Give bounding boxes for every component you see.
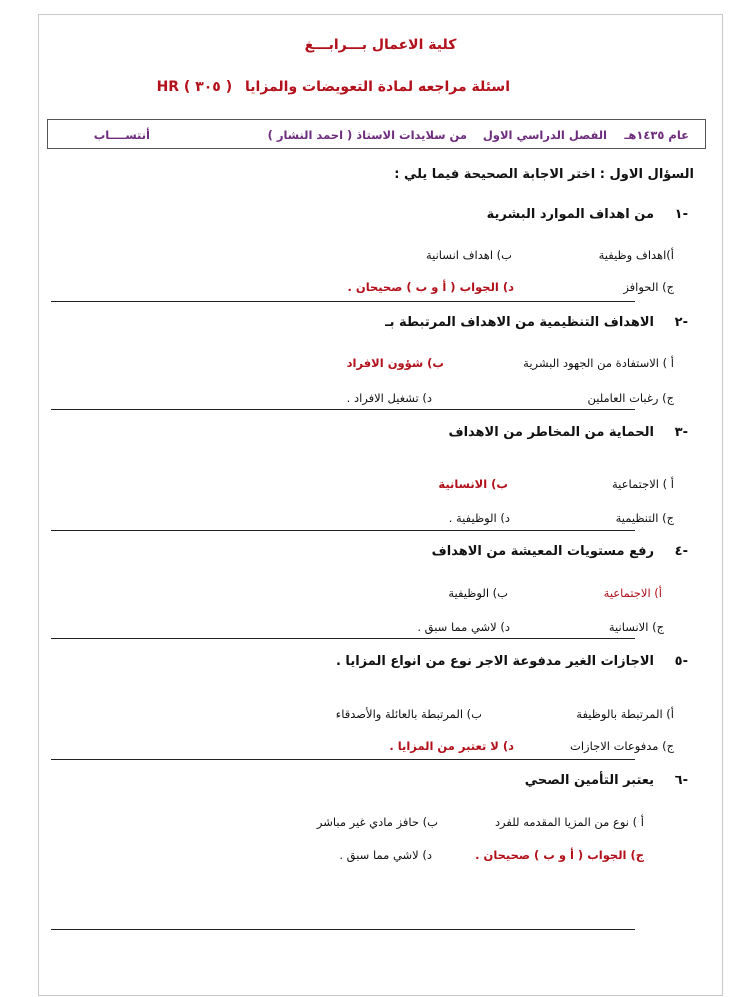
course-code: HR ( ٣٠٥ ) [156,79,233,95]
college-title: كلية الاعمال بـــرابـــغ [304,37,457,53]
option-b-correct: ب) الانسانية [438,477,508,491]
option-c: ج) التنظيمية [615,511,674,525]
question-number: -٣ [674,425,688,440]
question-separator [51,409,635,410]
section-label: السؤال الاول [609,167,694,182]
bottom-separator [51,929,635,930]
option-d: د) لاشي مما سبق . [339,848,432,862]
option-c: ج) الانسانية [608,620,664,634]
info-term: الفصل الدراسي الاول [482,128,607,142]
option-a: أ)اهداف وظيفية [598,248,674,262]
option-d: د) لاشي مما سبق . [417,620,510,634]
section-heading [394,167,694,182]
option-a: أ ) نوع من المزيا المقدمه للفرد [494,815,644,829]
option-d: د) الوظيفية . [448,511,510,525]
question-separator [51,301,635,302]
option-c: ج) مدفوعات الاجازات [570,739,674,753]
option-c: ج) الحوافز [623,280,674,294]
question-separator [51,638,635,639]
question-number: -٦ [674,773,688,788]
section-instruction: : اختر الاجابة الصحيحة فيما يلي : [394,167,605,182]
question-number: -٥ [674,654,688,669]
option-b: ب) المرتبطة بالعائلة والأصدقاء [335,707,482,721]
option-b: ب) الوظيفية [448,586,508,600]
info-tag: أنتســــاب [93,128,150,142]
info-from: من سلايدات الاستاذ ( احمد النشار ) [267,128,467,142]
option-c-correct: ج) الجواب ( أ و ب ) صحيحان . [475,848,644,862]
question-separator [51,759,635,760]
option-a: أ ) الاجتماعية [612,477,674,491]
option-b-correct: ب) شؤون الافراد [346,356,444,370]
question-text: رفع مستويات المعيشة من الاهداف [431,544,654,559]
question-separator [51,530,635,531]
option-c: ج) رغبات العاملين [587,391,674,405]
document-page [38,14,723,996]
question-text: من اهداف الموارد البشرية [486,207,654,222]
info-year: عام ١٤٣٥هـ [624,128,689,142]
info-box [47,119,706,149]
option-b: ب) اهداف انسانية [425,248,512,262]
option-d: د) تشغيل الافراد . [346,391,432,405]
option-d-correct: د) لا تعتبر من المزايا . [389,739,514,753]
question-number: -٤ [674,544,688,559]
option-a: أ ) الاستفادة من الجهود البشرية [523,356,674,370]
question-text: الاهداف التنظيمية من الاهداف المرتبطة بـ [385,315,654,330]
question-number: -٢ [674,315,688,330]
option-a-correct: أ) الاجتماعية [603,586,662,600]
option-d-correct: د) الجواب ( أ و ب ) صحيحان . [347,280,514,294]
question-text: يعتبر التأمين الصحي [524,773,654,788]
question-number: -١ [674,207,688,222]
question-text: الاجازات الغير مدفوعة الاجر نوع من انواع المزايا . [335,654,654,669]
subject-title [157,79,510,95]
option-b: ب) حافز مادي غير مباشر [316,815,438,829]
subject-text: اسئلة مراجعه لمادة التعويضات والمزايا [245,79,510,95]
option-a: أ) المرتبطة بالوظيفة [576,707,674,721]
question-text: الحماية من المخاطر من الاهداف [448,425,654,440]
